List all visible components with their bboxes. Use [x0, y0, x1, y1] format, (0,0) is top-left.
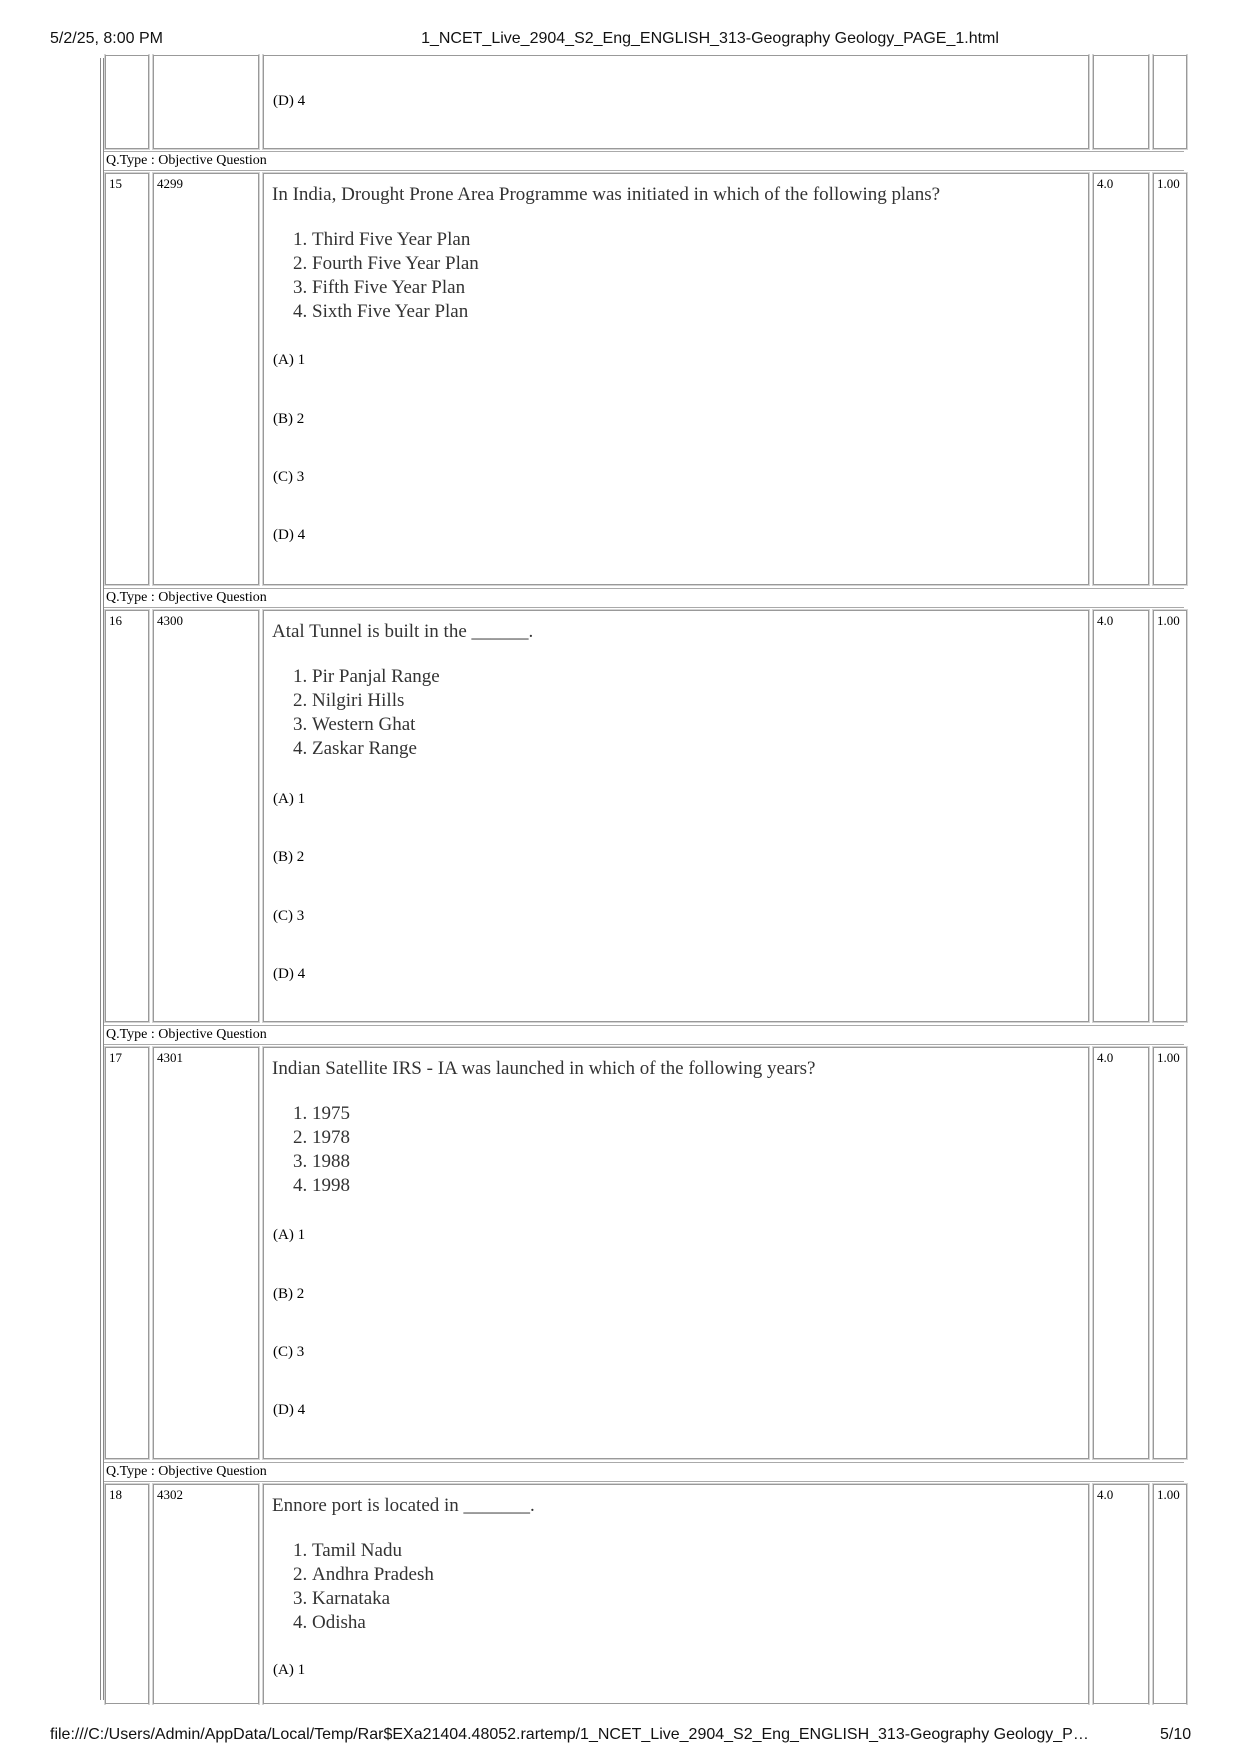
question-id: 4302	[152, 1483, 260, 1705]
answer-option: (C) 3	[273, 1344, 305, 1360]
question-id: 4300	[152, 609, 260, 1023]
option-item: 3. Fifth Five Year Plan	[312, 276, 479, 300]
prev-qid-cell	[152, 54, 260, 150]
question-number: 15	[104, 172, 150, 586]
question-id: 4301	[152, 1046, 260, 1460]
option-item: 2. 1978	[312, 1126, 350, 1150]
prev-sno-cell	[104, 54, 150, 150]
question-number: 17	[104, 1046, 150, 1460]
option-item: 1. Tamil Nadu	[312, 1539, 434, 1563]
question-number: 16	[104, 609, 150, 1023]
answer-option: (B) 2	[273, 849, 305, 865]
qtype-row: Q.Type : Objective Question	[104, 1462, 1184, 1482]
option-item: 1. Pir Panjal Range	[312, 665, 440, 689]
answer-option: (D) 4	[273, 527, 306, 543]
file-path-footer: file:///C:/Users/Admin/AppData/Local/Temp/Rar$EXa21404.48052.rartemp/1_NCET_Live_2904_S2_Eng_ENGLISH_313-Geography Geology_P…	[50, 1726, 1089, 1743]
prev-negative-cell	[1152, 54, 1188, 150]
question-text: Indian Satellite IRS - IA was launched in which of the following years?	[272, 1058, 816, 1079]
options-list	[290, 665, 440, 761]
qtype-row: Q.Type : Objective Question	[104, 1025, 1184, 1045]
answer-option: (C) 3	[273, 469, 305, 485]
option-item: 4. Odisha	[312, 1611, 434, 1635]
option-item: 3. 1988	[312, 1150, 350, 1174]
option-item: 1. Third Five Year Plan	[312, 228, 479, 252]
option-item: 4. 1998	[312, 1174, 350, 1198]
question-text: In India, Drought Prone Area Programme was initiated in which of the following plans?	[272, 184, 941, 205]
answer-option: (A) 1	[273, 352, 306, 368]
marks-value: 4.0	[1092, 1046, 1150, 1460]
option-item: 3. Karnataka	[312, 1587, 434, 1611]
prev-marks-cell	[1092, 54, 1150, 150]
answer-option: (D) 4	[273, 1402, 306, 1418]
options-list	[290, 1539, 434, 1635]
document-title: 1_NCET_Live_2904_S2_Eng_ENGLISH_313-Geography Geology_PAGE_1.html	[421, 30, 999, 47]
answer-option: (A) 1	[273, 1227, 306, 1243]
option-item: 4. Zaskar Range	[312, 737, 440, 761]
page-number: 5/10	[1160, 1726, 1192, 1743]
negative-marks-value: 1.00	[1152, 172, 1188, 586]
option-item: 4. Sixth Five Year Plan	[312, 300, 479, 324]
prev-question-cell	[262, 54, 1090, 150]
qtype-row: Q.Type : Objective Question	[104, 588, 1184, 608]
negative-marks-value: 1.00	[1152, 1483, 1188, 1705]
question-text: Atal Tunnel is built in the ______.	[272, 621, 534, 642]
negative-marks-value: 1.00	[1152, 1046, 1188, 1460]
marks-value: 4.0	[1092, 172, 1150, 586]
option-item: 1. 1975	[312, 1102, 350, 1126]
answer-option: (B) 2	[273, 411, 305, 427]
answer-option: (D) 4	[273, 966, 306, 982]
answer-option: (A) 1	[273, 791, 306, 807]
question-cell	[262, 609, 1090, 1023]
answer-option: (A) 1	[273, 1662, 306, 1678]
print-datetime: 5/2/25, 8:00 PM	[50, 30, 163, 47]
option-item: 2. Fourth Five Year Plan	[312, 252, 479, 276]
option-item: 3. Western Ghat	[312, 713, 440, 737]
question-number: 18	[104, 1483, 150, 1705]
marks-value: 4.0	[1092, 1483, 1150, 1705]
option-item: 2. Andhra Pradesh	[312, 1563, 434, 1587]
question-cell	[262, 1046, 1090, 1460]
answer-option: (D) 4	[273, 93, 306, 109]
question-id: 4299	[152, 172, 260, 586]
option-item: 2. Nilgiri Hills	[312, 689, 440, 713]
answer-option: (B) 2	[273, 1286, 305, 1302]
question-cell	[262, 1483, 1090, 1705]
qtype-row: Q.Type : Objective Question	[104, 151, 1184, 171]
marks-value: 4.0	[1092, 609, 1150, 1023]
options-list	[290, 228, 479, 324]
answer-option: (C) 3	[273, 908, 305, 924]
options-list	[290, 1102, 350, 1198]
negative-marks-value: 1.00	[1152, 609, 1188, 1023]
question-text: Ennore port is located in _______.	[272, 1495, 535, 1516]
question-cell	[262, 172, 1090, 586]
